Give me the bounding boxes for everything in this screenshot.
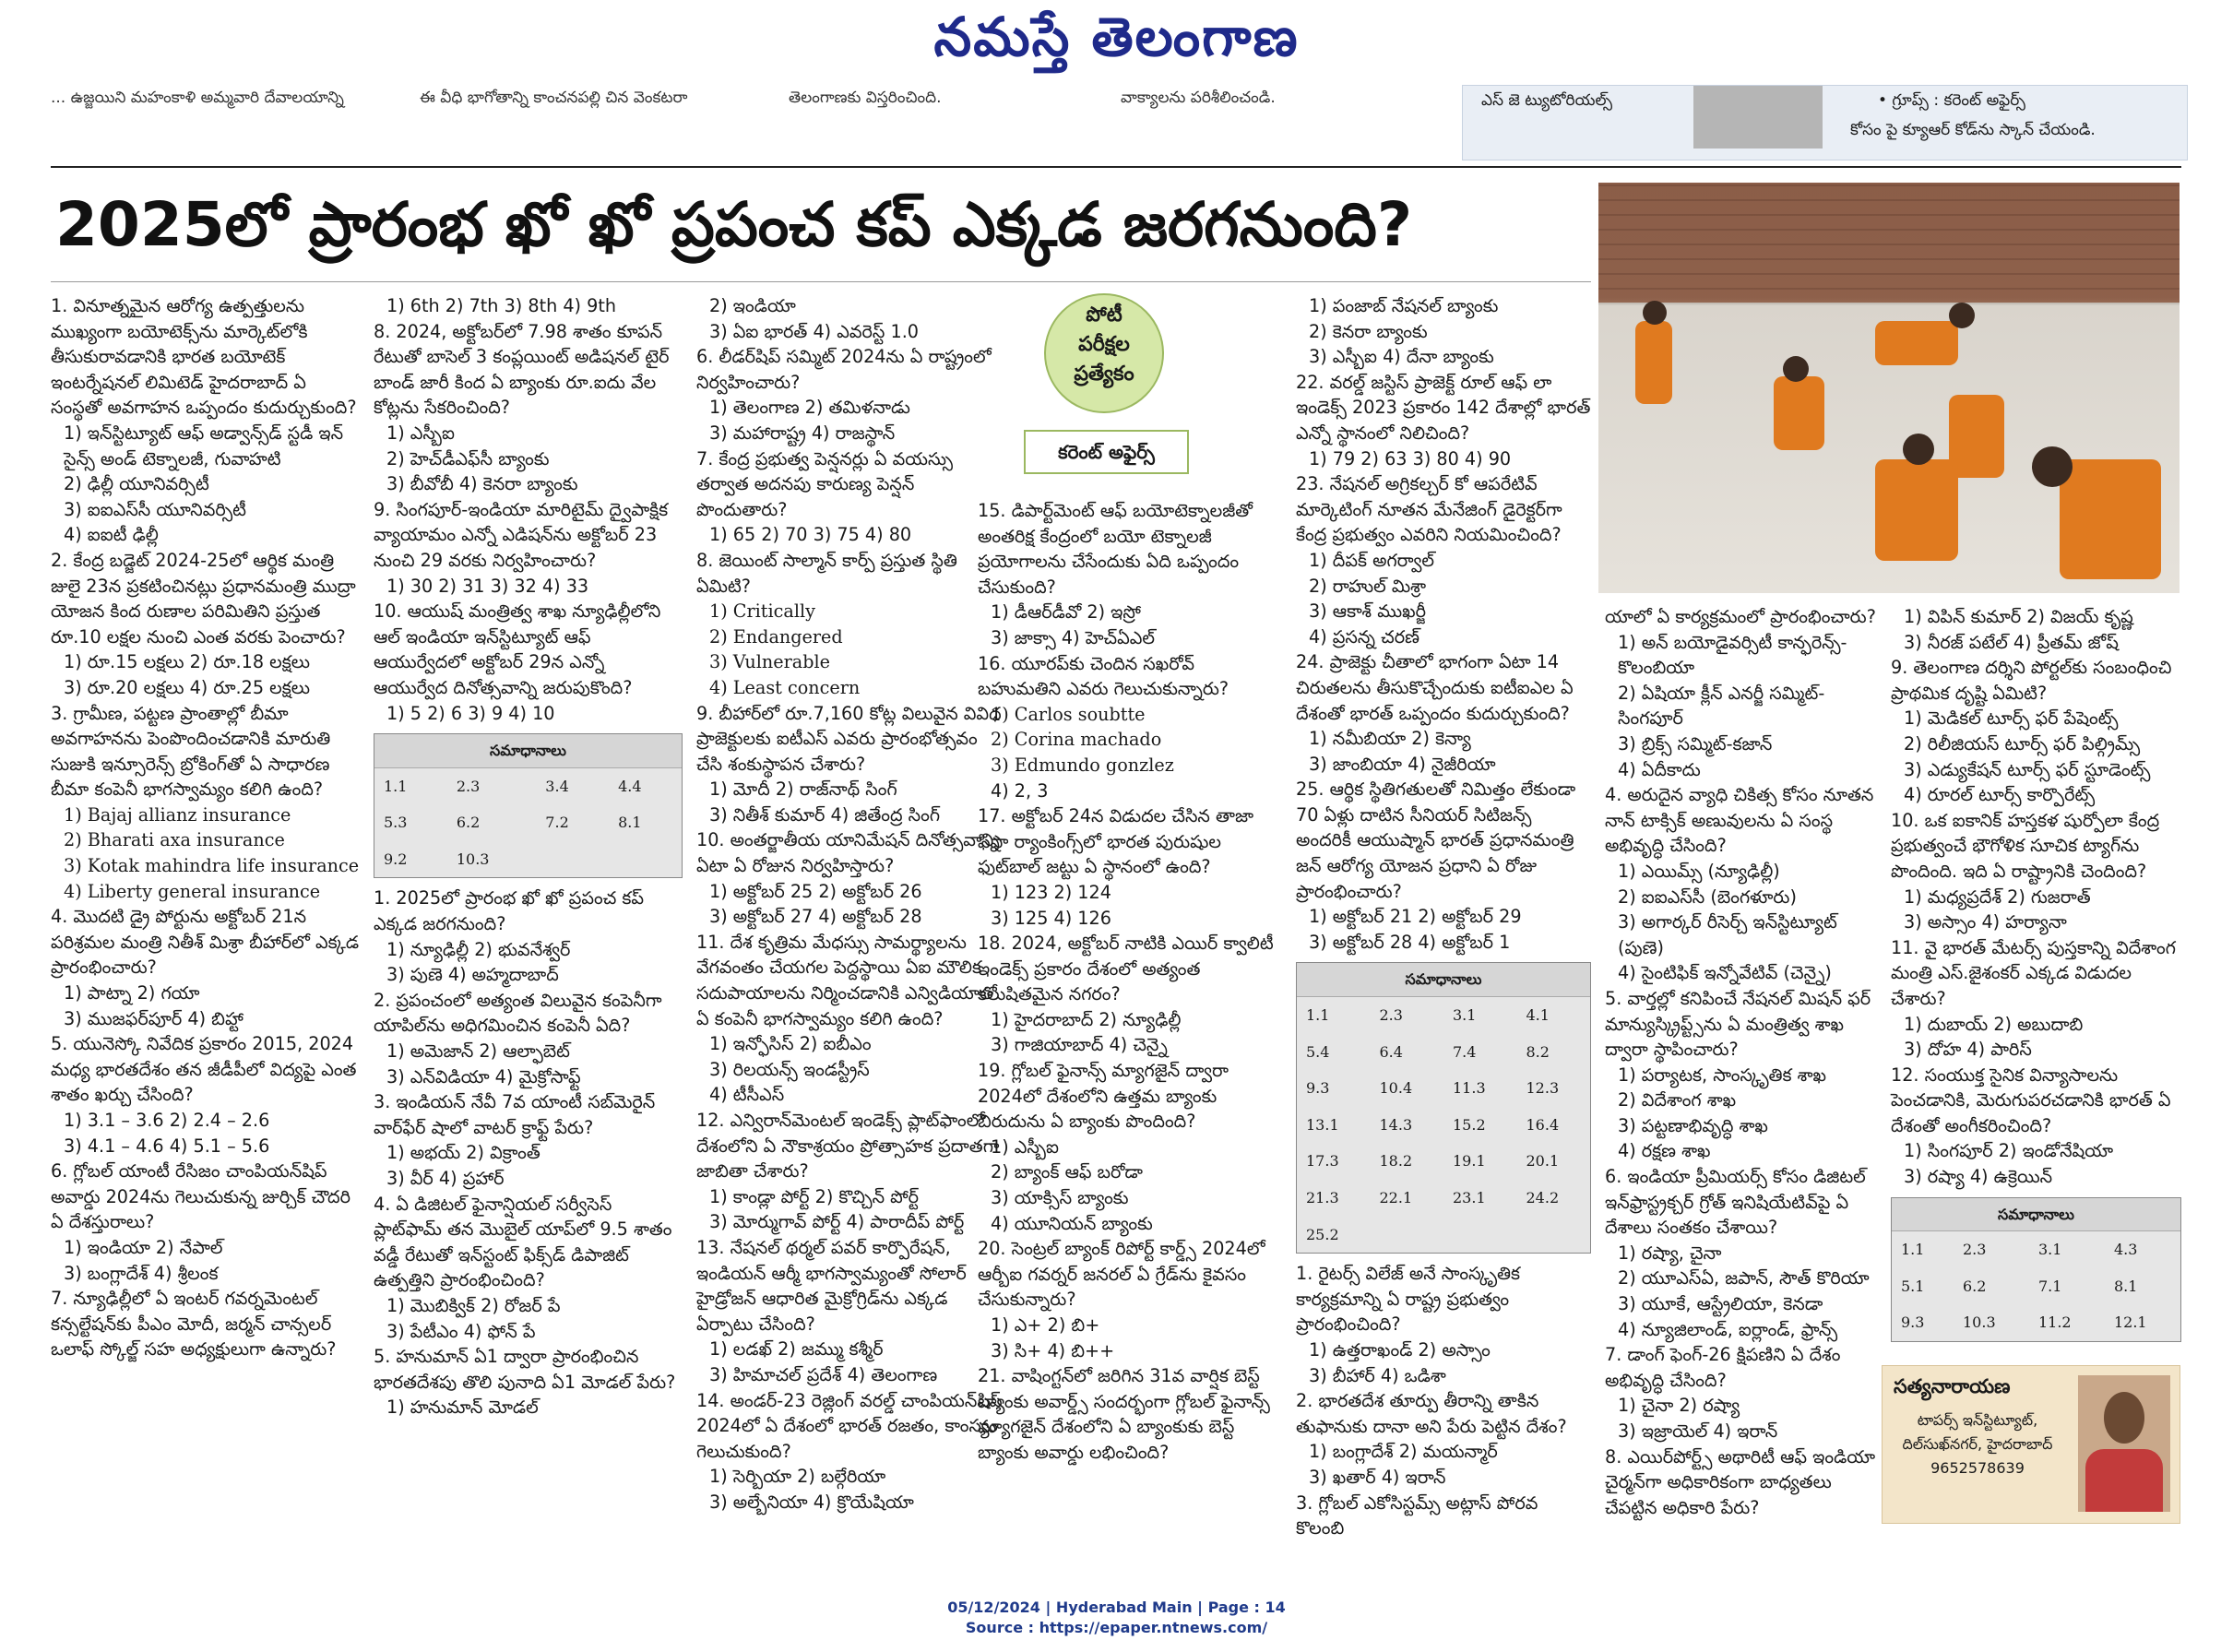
option: 1) అమెజాన్ 2) ఆల్ఫాబెట్ bbox=[386, 1040, 570, 1063]
option: 1) 123 2) 124 bbox=[991, 881, 1111, 903]
question: 16. యూరప్‌కు చెందిన సఖరోవ్ బహుమతిని ఎవరు గెలుచుకున్నారు? bbox=[978, 652, 1229, 700]
photo-player bbox=[1875, 321, 1958, 365]
question: 23. నేషనల్ అగ్రికల్చర్ కో ఆపరేటివ్ మార్కెటింగ్ నూతన మేనేజింగ్ డైరెక్టర్‌గా కేంద్ర ప్రభుత్వం ఎవరిని నియమించింది? bbox=[1296, 473, 1562, 546]
option: 1) సింగపూర్ 2) ఇండోనేషియా bbox=[1904, 1140, 2114, 1162]
previous-page-strip bbox=[51, 85, 2181, 159]
option: 2) విదేశాంగ శాఖ bbox=[1618, 1089, 1737, 1111]
prev-ad-box bbox=[1462, 85, 2188, 160]
option: 3) యూకే, ఆస్ట్రేలియా, కెనడా bbox=[1618, 1293, 1823, 1315]
question: 7. న్యూఢిల్లీలో ఏ ఇంటర్ గవర్నమెంటల్ కన్సల్టేషన్‌కు పీఎం మోదీ, జర్మన్ చాన్సలర్ ఒలాఫ్ స్కోల్జ్ సహ అధ్యక్షులుగా ఉన్నారు? bbox=[51, 1288, 337, 1361]
option: 3) ముజఫర్‌పూర్ 4) బిహ్టా bbox=[64, 1007, 243, 1029]
answer: 1.1 bbox=[384, 777, 408, 795]
option: 3) అక్టోబర్ 28 4) అక్టోబర్ 1 bbox=[1309, 931, 1511, 953]
question: 25. ఆర్థిక స్థితిగతులతో నిమిత్తం లేకుండా 70 ఏళ్లు దాటిన సీనియర్ సిటిజన్స్ అందరికీ ఆయుష్మాన్ భారత్ ప్రధానమంత్రి జన్ ఆరోగ్య యోజన ప్రధాని ఏ రోజు ప్రారంభించారు? bbox=[1296, 778, 1576, 902]
answer: 5.4 bbox=[1306, 1042, 1330, 1061]
photo-player bbox=[1875, 459, 1958, 561]
badge-line-3: ప్రత్యేకం bbox=[1074, 362, 1134, 386]
question: 3. గ్రామీణ, పట్టణ ప్రాంతాల్లో బీమా అవగాహనను పెంపొందించడానికి మారుతి సుజుకి ఇన్సూరెన్స్ బ్రోకింగ్‌తో ఏ సాధారణ బీమా కంపెనీ భాగస్వామ్యం కలిగి ఉంది? bbox=[51, 702, 331, 801]
option: 1) మోదీ 2) రాజ్‌నాథ్ సింగ్ bbox=[709, 778, 897, 801]
answer: 10.4 bbox=[1379, 1079, 1413, 1098]
question: 7. కేంద్ర ప్రభుత్వ పెన్షనర్లు ఏ వయస్సు తర్వాత అదనపు కారుణ్య పెన్షన్ పొందుతారు? bbox=[696, 447, 953, 520]
option: 1) లడఖ్ 2) జమ్ము కశ్మీర్ bbox=[709, 1338, 884, 1361]
answer: 1.1 bbox=[1306, 1006, 1330, 1025]
option: 1) మధ్యప్రదేశ్ 2) గుజరాత్ bbox=[1904, 885, 2091, 908]
question: 10. ఒక ఐకానిక్ హస్తకళ షుర్పోలా కేంద్ర ప్రభుత్వంచే భౌగోళిక సూచిక ట్యాగ్‌ను పొందింది. ఇది ఏ రాష్ట్రానికి చెందింది? bbox=[1891, 809, 2160, 882]
question: 4. ఏ డిజిటల్ ఫైనాన్షియల్ సర్వీసెస్ ప్లాట్‌ఫామ్ తన మొబైల్ యాప్‌లో 9.5 శాతం వడ్డీ రేటుతో ఇన్‌స్టంట్ ఫిక్స్‌డ్ డిపాజిట్ ఉత్పత్తిని ప్రారంభించింది? bbox=[374, 1193, 672, 1291]
option: 3) Vulnerable bbox=[709, 651, 831, 673]
newspaper-title: నమస్తే తెలంగాణ bbox=[933, 6, 1300, 68]
option: 2) ఏషియా క్లీన్ ఎనర్జీ సమ్మిట్-సింగపూర్ bbox=[1618, 682, 1825, 730]
photo-player bbox=[2060, 459, 2161, 579]
option: 1) Critically bbox=[709, 600, 815, 623]
option: 1) నమీబియా 2) కెన్యా bbox=[1309, 728, 1471, 750]
option: 3) Edmundo gonzlez bbox=[991, 754, 1174, 776]
answer: 7.2 bbox=[545, 814, 569, 832]
author-institute: టాపర్స్ ఇన్‌స్టిట్యూట్, bbox=[1917, 1411, 2038, 1429]
question: 8. 2024, అక్టోబర్‌లో 7.98 శాతం కూపన్ రేటుతో బాసెల్ 3 కంప్లయింట్ అడిషనల్ టైర్ బాండ్ జారీ కింద ఏ బ్యాంకు రూ.ఐదు వేల కోట్లను సేకరించింది? bbox=[374, 320, 670, 419]
answer: 12.1 bbox=[2113, 1313, 2147, 1332]
option: 3) జాక్సా 4) హెచ్‌ఏఎల్ bbox=[991, 626, 1155, 648]
question: 19. గ్లోబల్ ఫైనాన్స్ మ్యాగజైన్ ద్వారా 2024లో దేశంలోని ఉత్తమ బ్యాంకు బిరుదును ఏ బ్యాంకు పొందింది? bbox=[978, 1060, 1229, 1133]
column-6 bbox=[1605, 604, 1882, 1520]
option: 4) రూరల్ టూర్స్ కార్పొరేట్స్ bbox=[1904, 784, 2096, 806]
option: 4) ఐఐటీ ఢిల్లీ bbox=[64, 524, 159, 546]
option: 2) ఇండియా bbox=[709, 295, 796, 316]
option: 1) తెలంగాణ 2) తమిళనాడు bbox=[709, 397, 910, 419]
option: 1) ఎయిమ్స్ (న్యూఢిల్లీ) bbox=[1618, 860, 1780, 882]
option: 4) న్యూజిలాండ్, ఐర్లాండ్, ఫ్రాన్స్ bbox=[1618, 1318, 1838, 1340]
question: 21. వాషింగ్టన్‌లో జరిగిన 31వ వార్షిక బెస్ట్ బ్యాంకు అవార్డ్స్ సందర్భంగా గ్లోబల్ ఫైనాన్స్ మ్యాగజైన్ దేశంలోని ఏ బ్యాంకుకు బెస్ట్ బ్యాంకు అవార్డు లభించింది? bbox=[978, 1365, 1270, 1463]
option: 3) ఐఐఎస్‌సీ యూనివర్సిటీ bbox=[64, 498, 246, 520]
option: 3) జాంబియా 4) నైజీరియా bbox=[1309, 753, 1496, 775]
photo-head bbox=[2032, 446, 2073, 487]
question: 12. సంయుక్త సైనిక విన్యాసాలను పెంచడానికి, మెరుగుపరచడానికి భారత్ ఏ దేశంతో అంగీకరించింది? bbox=[1891, 1064, 2171, 1136]
question: 2. ప్రపంచంలో అత్యంత విలువైన కంపెనీగా యాపిల్‌ను అధిగమించిన కంపెనీ ఏది? bbox=[374, 989, 662, 1037]
question: 9. తెలంగాణ దర్శిని పోర్టల్‌కు సంబంధించి ప్రాథమిక దృష్టి ఏమిటి? bbox=[1891, 657, 2172, 704]
answer: 10.3 bbox=[456, 850, 490, 868]
option: 2) రిలీజియస్ టూర్స్ ఫర్ పిల్గ్రిమ్స్ bbox=[1904, 732, 2141, 755]
question: 10. ఆయుష్ మంత్రిత్వ శాఖ న్యూఢిల్లీలోని ఆల్ ఇండియా ఇన్‌స్టిట్యూట్ ఆఫ్ ఆయుర్వేదలో అక్టోబర్ 29న ఎన్నో ఆయుర్వేద దినోత్సవాన్ని జరుపుకొంది? bbox=[374, 600, 661, 698]
option: 3) నీరజ్ పటేల్ 4) ప్రీతమ్ జోష్ bbox=[1904, 631, 2119, 653]
answer: 23.1 bbox=[1453, 1189, 1486, 1206]
option: 1) అక్టోబర్ 25 2) అక్టోబర్ 26 bbox=[709, 880, 922, 902]
prev-bullet: • గ్రూప్స్ : కరెంట్ అఫైర్స్ bbox=[1878, 91, 2025, 110]
column-2 bbox=[374, 293, 683, 1420]
option: 1) ఇన్ఫోసిస్ 2) ఐబీఎం bbox=[709, 1033, 872, 1055]
headline-divider bbox=[51, 281, 1591, 282]
badge-circle bbox=[1044, 293, 1164, 413]
prev-text-3: తెలంగాణకు విస్తరించింది. bbox=[789, 89, 942, 107]
option: 3) నితీశ్ కుమార్ 4) జితేంద్ర సింగ్ bbox=[709, 803, 941, 826]
answers-table bbox=[374, 768, 682, 878]
option: 3) 4.1 – 4.6 4) 5.1 – 5.6 bbox=[64, 1135, 270, 1157]
answer: 14.3 bbox=[1379, 1115, 1413, 1134]
prev-tutorial: ఎస్ జె ట్యుటోరియల్స్ bbox=[1481, 91, 1613, 110]
answer: 3.1 bbox=[2037, 1241, 2062, 1259]
answer bbox=[536, 841, 609, 878]
question: 1. వినూత్నమైన ఆరోగ్య ఉత్పత్తులను ముఖ్యంగా బయోటెక్స్‌ను మార్కెట్‌లోకి తీసుకురావడానికి భారత బయోటెక్ ఇంటర్నేషనల్ లిమిటెడ్ హైదరాబాద్ ఏ సంస్థతో అవగాహన ఒప్పందం కుదుర్చుకుంది? bbox=[51, 295, 357, 419]
question: 4. మొదటి డ్రై పోర్టును అక్టోబర్ 21న పరిశ్రమల మంత్రి నితీశ్ మిశ్రా బీహార్‌లో ఎక్కడ ప్రారంభించారు? bbox=[51, 906, 360, 979]
answer: 9.3 bbox=[1306, 1079, 1330, 1098]
question: 7. డాంగ్ ఫెంగ్-26 క్షిపణిని ఏ దేశం అభివృద్ధి చేసింది? bbox=[1605, 1344, 1841, 1391]
option: 3) వీర్ 4) ప్రహార్ bbox=[386, 1168, 505, 1189]
option: 3) రిలయన్స్ ఇండస్ట్రీస్ bbox=[709, 1058, 870, 1080]
answer: 8.2 bbox=[1526, 1042, 1550, 1061]
answer: 4.3 bbox=[2113, 1241, 2138, 1259]
option: 3) 125 4) 126 bbox=[991, 907, 1111, 929]
column-1 bbox=[51, 293, 360, 1362]
answer: 10.3 bbox=[1963, 1313, 1996, 1332]
answers-heading: సమాధానాలు bbox=[374, 734, 682, 768]
answer: 17.3 bbox=[1306, 1152, 1339, 1171]
answer: 4.4 bbox=[618, 777, 642, 795]
footer-source-link[interactable]: Source : https://epaper.ntnews.com/ bbox=[965, 1619, 1268, 1636]
answer: 9.2 bbox=[384, 850, 408, 868]
question: 5. యునెస్కో నివేదిక ప్రకారం 2015, 2024 మధ్య భారతదేశం తన జీడీపీలో విద్యపై ఎంత శాతం ఖర్చు చేసింది? bbox=[51, 1033, 357, 1106]
question: 4. అరుదైన వ్యాధి చికిత్స కోసం నూతన నాన్ టాక్సిక్ అణువులను ఏ సంస్థ అభివృద్ధి చేసింది? bbox=[1605, 784, 1874, 857]
top-divider bbox=[51, 166, 2181, 168]
answer: 12.3 bbox=[1526, 1079, 1560, 1098]
option: 1) అక్టోబర్ 21 2) అక్టోబర్ 29 bbox=[1309, 906, 1522, 928]
option: 3) పుణె 4) అహ్మదాబాద్ bbox=[386, 964, 559, 986]
option: 3) బీహార్ 4) ఒడిశా bbox=[1309, 1364, 1446, 1386]
option: 1) పర్యాటక, సాంస్కృతిక శాఖ bbox=[1618, 1064, 1827, 1086]
option: 3) అగార్కర్ రీసెర్చ్ ఇన్‌స్టిట్యూట్ (పుణె) bbox=[1618, 911, 1837, 958]
footer bbox=[0, 1598, 2233, 1638]
question: 24. ప్రాజెక్టు చీతాలో భాగంగా ఏటా 14 చిరుతలను తీసుకొచ్చేందుకు ఐటీఐఎల ఏ దేశంతో భారత్ ఒప్పందం కుదుర్చుకుంది? bbox=[1296, 651, 1574, 724]
answer: 5.3 bbox=[384, 814, 408, 832]
option: 4) Least concern bbox=[709, 676, 861, 698]
author-photo bbox=[2078, 1375, 2170, 1512]
option: 2) Endangered bbox=[709, 625, 843, 648]
answer: 25.2 bbox=[1306, 1225, 1339, 1243]
column-4 bbox=[978, 498, 1282, 1466]
option: 1) పంజాబ్ నేషనల్ బ్యాంకు bbox=[1309, 295, 1499, 316]
prev-photo bbox=[1693, 86, 1823, 149]
answer: 13.1 bbox=[1306, 1115, 1339, 1134]
option: 3) అక్టోబర్ 27 4) అక్టోబర్ 28 bbox=[709, 906, 922, 928]
answer: 19.1 bbox=[1453, 1152, 1486, 1171]
option: 1) అభయ్ 2) విక్రాంత్ bbox=[386, 1142, 540, 1164]
answer: 7.1 bbox=[2037, 1277, 2062, 1295]
question: 2. కేంద్ర బడ్జెట్ 2024-25లో ఆర్థిక మంత్రి జులై 23న ప్రకటించినట్లు ప్రధానమంత్రి ముద్రా యోజన కింద రుణాల పరిమితిని ప్రస్తుత రూ.10 లక్షల నుంచి ఎంత వరకు పెంచారు? bbox=[51, 549, 356, 648]
answers-table bbox=[1892, 1231, 2180, 1341]
option: 3) పట్టణాభివృద్ధి శాఖ bbox=[1618, 1114, 1768, 1136]
option: 4) 2, 3 bbox=[991, 779, 1049, 802]
question: 11. దేశ కృత్రిమ మేధస్సు సామర్థ్యాలను వేగవంతం చేయగల పెద్దస్థాయి ఏఐ మౌలిక సదుపాయాలను నిర్మించడానికి ఎన్విడియాతో ఏ కంపెనీ భాగస్వామ్యం కలిగి ఉంది? bbox=[696, 931, 997, 1029]
option: 1) 79 2) 63 3) 80 4) 90 bbox=[1309, 447, 1512, 469]
photo-player bbox=[1635, 321, 1672, 404]
option: 3) ఎన్‌విడియా 4) మైక్రోసాఫ్ట్ bbox=[386, 1065, 581, 1087]
author-name: సత్యనారాయణ bbox=[1894, 1375, 2011, 1397]
prev-text-1: ... ఉజ్జయిని మహంకాళి అమ్మవారి దేవాలయాన్ని bbox=[51, 89, 344, 107]
answer: 11.2 bbox=[2037, 1313, 2072, 1332]
option: 1) రష్యా, చైనా bbox=[1618, 1242, 1722, 1264]
option: 3) పేటీఎం 4) ఫోన్ పే bbox=[386, 1320, 536, 1342]
column-7 bbox=[1891, 604, 2181, 1349]
option: 1) మెడికల్ టూర్స్ ఫర్ పేషెంట్స్ bbox=[1904, 707, 2119, 730]
author-info bbox=[1890, 1408, 2065, 1480]
option: 1) ఎ+ 2) బి+ bbox=[991, 1314, 1100, 1336]
option: 1) 3.1 – 3.6 2) 2.4 – 2.6 bbox=[64, 1110, 270, 1131]
option: 1) కాండ్లా పోర్ట్ 2) కొచ్చిన్ పోర్ట్ bbox=[709, 1185, 920, 1207]
question: 13. నేషనల్ థర్మల్ పవర్ కార్పొరేషన్, ఇండియన్ ఆర్మీ భాగస్వామ్యంతో సోలార్ హైడ్రోజన్ ఆధారిత మైక్రోగ్రిడ్‌ను ఎక్కడ ఏర్పాటు చేసింది? bbox=[696, 1236, 967, 1335]
option: 2) Bharati axa insurance bbox=[64, 829, 285, 851]
option: 3) హిమాచల్ ప్రదేశ్ 4) తెలంగాణ bbox=[709, 1363, 938, 1385]
question: 9. బీహార్‌లో రూ.7,160 కోట్ల విలువైన వివిధ ప్రాజెక్టులకు ఐటీఎస్ ఎవరు ప్రారంభోత్సవం చేసి శంకుస్థాపన చేశారు? bbox=[696, 702, 1002, 775]
option: 1) 6th 2) 7th 3) 8th 4) 9th bbox=[386, 295, 617, 316]
option: 3) అస్సాం 4) హర్యానా bbox=[1904, 911, 2067, 933]
option: 3) దోహ 4) పారిస్ bbox=[1904, 1039, 2032, 1061]
option: 3) Kotak mahindra life insurance bbox=[64, 855, 360, 877]
badge-line-2: పరీక్షల bbox=[1078, 333, 1130, 356]
option: 1) Carlos soubtte bbox=[991, 703, 1146, 725]
option: 2) బ్యాంక్ ఆఫ్ బరోడా bbox=[991, 1161, 1143, 1183]
option: 1) దీపక్ అగర్వాల్ bbox=[1309, 549, 1435, 571]
answer: 2.3 bbox=[1963, 1241, 1987, 1259]
option: 3) ఏఐ భారత్ 4) ఎవరెస్ట్ 1.0 bbox=[709, 320, 919, 342]
question: 12. ఎన్విరాన్‌మెంటల్ ఇండెక్స్ ప్లాట్‌ఫాంలో దేశంలోని ఏ నౌకాశ్రయం ప్రోత్సాహక ప్రదాతగా జాబితా చేశారు? bbox=[696, 1110, 1000, 1183]
answer: 7.4 bbox=[1453, 1042, 1477, 1061]
option: 3) ఎడ్యుకేషన్ టూర్స్ ఫర్ స్టూడెంట్స్ bbox=[1904, 758, 2151, 780]
answer: 11.3 bbox=[1453, 1079, 1486, 1098]
answer: 24.2 bbox=[1526, 1189, 1560, 1206]
option: 2) యూఎస్ఏ, జపాన్, సౌత్ కొరియా bbox=[1618, 1267, 1870, 1290]
kho-kho-photo bbox=[1598, 183, 2180, 593]
author-location: దిల్‌సుఖ్‌నగర్, హైదరాబాద్ bbox=[1902, 1435, 2053, 1453]
answers-heading: సమాధానాలు bbox=[1892, 1198, 2180, 1232]
answer bbox=[609, 841, 682, 878]
author-phone: 9652578639 bbox=[1930, 1459, 2025, 1477]
answer: 6.2 bbox=[1963, 1277, 1987, 1295]
option: 2) ఐఐఎస్‌సీ (బెంగళూరు) bbox=[1618, 885, 1797, 908]
author-face bbox=[2104, 1392, 2144, 1444]
question: 10. అంతర్జాతీయ యానిమేషన్ దినోత్సవాన్ని ఏటా ఏ రోజున నిర్వహిస్తారు? bbox=[696, 829, 1000, 877]
option: 2) రాహుల్ మిశ్రా bbox=[1309, 575, 1427, 597]
option: 2) Corina machado bbox=[991, 729, 1162, 751]
question: 8. ఎయిర్‌పోర్ట్స్ అథారిటీ ఆఫ్ ఇండియా చైర్మన్‌గా అధికారికంగా బాధ్యతలు చేపట్టిన అధికారి పేరు? bbox=[1605, 1445, 1876, 1518]
option: 1) 30 2) 31 3) 32 4) 33 bbox=[386, 575, 589, 597]
answer: 18.2 bbox=[1379, 1152, 1413, 1171]
question: 9. సింగపూర్-ఇండియా మారిటైమ్ ద్వైపాక్షిక వ్యాయామం ఎన్నో ఎడిషన్‌ను అక్టోబర్ 23 నుంచి 29 వరకు నిర్వహించారు? bbox=[374, 498, 669, 571]
question: 6. ఇండియా ప్రీమియర్స్ కోసం డిజిటల్ ఇన్‌ఫ్రాస్ట్రక్చర్ గ్రోత్ ఇనిషియేటివ్‌పై ఏ దేశాలు సంతకం చేశాయి? bbox=[1605, 1166, 1866, 1239]
question: 18. 2024, అక్టోబర్ నాటికి ఎయిర్ క్వాలిటీ ఇండెక్స్ ప్రకారం దేశంలో అత్యంత కలుషితమైన నగరం? bbox=[978, 933, 1274, 1005]
question: 22. వరల్డ్ జస్టిస్ ప్రాజెక్ట్ రూల్ ఆఫ్ లా ఇండెక్స్ 2023 ప్రకారం 142 దేశాల్లో భారత్ ఎన్నో స్థానంలో నిలిచింది? bbox=[1296, 371, 1591, 444]
option: 1) విపిన్ కుమార్ 2) విజయ్ కృష్ణ bbox=[1904, 606, 2133, 627]
option: 3) రూ.20 లక్షలు 4) రూ.25 లక్షలు bbox=[64, 676, 311, 698]
answer: 3.1 bbox=[1453, 1006, 1477, 1025]
option: 1) చైనా 2) రష్యా bbox=[1618, 1395, 1740, 1417]
question: 6. లీడర్‌షిప్ సమ్మిట్ 2024ను ఏ రాష్ట్రంలో నిర్వహించారు? bbox=[696, 346, 992, 393]
answer: 4.1 bbox=[1526, 1006, 1550, 1025]
option: 1) Bajaj allianz insurance bbox=[64, 803, 291, 826]
prev-text-4: వాక్యాలను పరిశీలించండి. bbox=[1121, 89, 1276, 107]
footer-date-line: 05/12/2024 | Hyderabad Main | Page : 14 bbox=[947, 1599, 1286, 1616]
option: 4) ప్రసన్న చరణ్ bbox=[1309, 625, 1419, 648]
prev-text-2: ఈ వీధి భాగోతాన్ని కాంచనపల్లి చిన వెంకటరా bbox=[420, 89, 688, 107]
option: 3) రష్యా 4) ఉక్రెయిన్ bbox=[1904, 1166, 2053, 1188]
badge-line-1: పోటీ bbox=[1086, 303, 1122, 327]
answers-box bbox=[1296, 962, 1591, 1254]
column-5 bbox=[1296, 293, 1591, 1541]
option: 1) మొబిక్విక్ 2) రోజర్ పే bbox=[386, 1294, 561, 1316]
option: 1) హనుమాన్ మోడల్ bbox=[386, 1396, 539, 1419]
column-3 bbox=[696, 293, 1005, 1515]
question: 17. అక్టోబర్ 24న విడుదల చేసిన తాజా ఫిఫా ర్యాంకింగ్స్‌లో భారత పురుషుల ఫుట్‌బాల్ జట్టు ఏ స్థానంలో ఉంది? bbox=[978, 805, 1254, 878]
option: 3) యాక్సిస్ బ్యాంకు bbox=[991, 1187, 1129, 1209]
option: 1) దుబాయ్ 2) అబుదాబి bbox=[1904, 1013, 2084, 1035]
question: 5. వార్తల్లో కనిపించే నేషనల్ మిషన్ ఫర్ మాన్యుస్క్రిప్ట్స్‌ను ఏ మంత్రిత్వ శాఖ ద్వారా స్థాపించారు? bbox=[1605, 987, 1871, 1061]
option: 3) సి+ 4) బి++ bbox=[991, 1339, 1115, 1361]
photo-head bbox=[1783, 356, 1809, 382]
option: 4) టీసీఎస్ bbox=[709, 1084, 785, 1106]
option: 1) ఇండియా 2) నేపాల్ bbox=[64, 1236, 223, 1258]
question: 15. డిపార్ట్‌మెంట్ ఆఫ్ బయోటెక్నాలజీతో అంతరిక్ష కేంద్రంలో బయో టెక్నాలజీ ప్రయోగాలను చేసేందుకు ఏది ఒప్పందం చేసుకుంది? bbox=[978, 500, 1253, 598]
answer: 6.4 bbox=[1379, 1042, 1403, 1061]
question: 20. సెంట్రల్ బ్యాంక్ రిపోర్ట్ కార్డ్స్ 2024లో ఆర్బీఐ గవర్నర్ జనరల్ ఏ గ్రేడ్‌ను కైవసం చేసుకున్నారు? bbox=[978, 1238, 1265, 1311]
author-box bbox=[1882, 1365, 2180, 1524]
answer: 3.4 bbox=[545, 777, 569, 795]
answer: 2.3 bbox=[456, 777, 481, 795]
option: 3) ఆకాశ్ ముఖర్జీ bbox=[1309, 600, 1427, 623]
question: 3. గ్లోబల్ ఎకోసిస్టమ్స్ అట్లాస్ పోరవ కొలంబి bbox=[1296, 1492, 1538, 1539]
option: 3) బీవోబీ 4) కెనరా బ్యాంకు bbox=[386, 473, 578, 495]
option: 1) బంగ్లాదేశ్ 2) మయన్మార్ bbox=[1309, 1441, 1498, 1463]
answer: 9.3 bbox=[1901, 1313, 1925, 1332]
answer: 20.1 bbox=[1526, 1152, 1560, 1171]
option: 3) మోర్ముగావ్ పోర్ట్ 4) పారాదీప్ పోర్ట్ bbox=[709, 1211, 965, 1233]
photo-head bbox=[1643, 301, 1667, 325]
option: 3) ఇజ్రాయెల్ 4) ఇరాన్ bbox=[1618, 1420, 1778, 1442]
option: 3) బ్రిక్స్ సమ్మిట్-కజాన్ bbox=[1618, 732, 1773, 755]
option: 1) అన్ బయోడైవర్సిటీ కాన్ఫరెన్స్-కొలంబియా bbox=[1618, 631, 1847, 679]
option: 4) రక్షణ శాఖ bbox=[1618, 1140, 1711, 1162]
question: 5. హనుమాన్ ఏ1 ద్వారా ప్రారంభించిన భారతదేశపు తొలి పునాది ఏ1 మోడల్ పేరు? bbox=[374, 1346, 676, 1393]
option: 2) ఢిల్లీ యూనివర్సిటీ bbox=[64, 473, 209, 495]
option: 1) సెర్బియా 2) బల్గేరియా bbox=[709, 1466, 886, 1488]
answers-box bbox=[374, 733, 683, 878]
question: 1. రైటర్స్ విలేజ్ అనే సాంస్కృతిక కార్యక్రమాన్ని ఏ రాష్ట్ర ప్రభుత్వం ప్రారంభించింది? bbox=[1296, 1263, 1521, 1336]
question: 14. అండర్-23 రెజ్లింగ్ వరల్డ్ చాంపియన్‌షిప్ 2024లో ఏ దేశంలో భారత్ రజతం, కాంస్యం గెలుచుకుంది? bbox=[696, 1389, 1003, 1462]
option: 2) హెచ్‌డీఎఫ్‌సీ బ్యాంకు bbox=[386, 447, 550, 469]
photo-head bbox=[1949, 303, 1975, 328]
option: 1) ఉత్తరాఖండ్ 2) అస్సాం bbox=[1309, 1338, 1491, 1361]
masthead bbox=[0, 0, 2233, 74]
headline: 2025లో ప్రారంభ ఖో ఖో ప్రపంచ కప్ ఎక్కడ జరగనుంది? bbox=[55, 189, 1413, 260]
option: 1) రూ.15 లక్షలు 2) రూ.18 లక్షలు bbox=[64, 651, 311, 673]
answer: 1.1 bbox=[1901, 1241, 1925, 1259]
option: 1) హైదరాబాద్ 2) న్యూఢిల్లీ bbox=[991, 1008, 1182, 1030]
photo-player bbox=[1774, 376, 1824, 450]
answer: 8.1 bbox=[618, 814, 642, 832]
prev-qr-text: కోసం పై క్యూఆర్ కోడ్‌ను స్కాన్ చేయండి. bbox=[1850, 121, 2096, 139]
answer: 22.1 bbox=[1379, 1189, 1413, 1206]
option: 1) ఎస్బీఐ bbox=[991, 1135, 1059, 1158]
answer: 21.3 bbox=[1306, 1189, 1339, 1206]
answers-box bbox=[1891, 1197, 2181, 1342]
competitive-exams-badge bbox=[1024, 293, 1185, 487]
option: 4) యూనియన్ బ్యాంకు bbox=[991, 1212, 1153, 1234]
option: 3) అల్బేనియా 4) క్రొయేషియా bbox=[709, 1491, 914, 1513]
answers-heading: సమాధానాలు bbox=[1297, 963, 1590, 997]
photo-head bbox=[1903, 434, 1934, 465]
option: 1) 5 2) 6 3) 9 4) 10 bbox=[386, 702, 555, 724]
answer: 15.2 bbox=[1453, 1115, 1486, 1134]
option: 2) కెనరా బ్యాంకు bbox=[1309, 320, 1428, 342]
option: 1) డీఆర్‌డీవో 2) ఇస్రో bbox=[991, 601, 1141, 624]
option: 3) మహారాష్ట్ర 4) రాజస్థాన్ bbox=[709, 422, 896, 444]
question: 2. భారతదేశ తూర్పు తీరాన్ని తాకిన తుఫానుకు దానా అని పేరు పెట్టిన దేశం? bbox=[1296, 1390, 1567, 1437]
answer: 8.1 bbox=[2113, 1277, 2138, 1295]
option: 3) ఎస్బీఐ 4) దేనా బ్యాంకు bbox=[1309, 346, 1494, 368]
photo-wall bbox=[1598, 183, 2180, 303]
answer: 5.1 bbox=[1901, 1277, 1925, 1295]
question: 1. 2025లో ప్రారంభ ఖో ఖో ప్రపంచ కప్ ఎక్కడ జరగనుంది? bbox=[374, 887, 645, 935]
option: 3) గాజియాబాద్ 4) చెన్నై bbox=[991, 1034, 1168, 1056]
option: 1) పాట్నా 2) గయా bbox=[64, 982, 200, 1004]
question: 11. వై భారత్ మేటర్స్ పుస్తకాన్ని విదేశాంగ మంత్రి ఎస్.జైశంకర్ ఎక్కడ విడుదల చేశారు? bbox=[1891, 936, 2176, 1009]
option: 4) Liberty general insurance bbox=[64, 880, 321, 902]
option: 3) బంగ్లాదేశ్ 4) శ్రీలంక bbox=[64, 1262, 219, 1284]
question: యాలో ఏ కార్యక్రమంలో ప్రారంభించారు? bbox=[1605, 606, 1876, 627]
option: 3) ఖతార్ 4) ఇరాన్ bbox=[1309, 1466, 1446, 1488]
badge-ribbon: కరెంట్ అఫైర్స్ bbox=[1024, 430, 1189, 474]
question: 6. గ్లోబల్ యాంటీ రేసిజం చాంపియన్‌షిప్ అవార్డు 2024ను గెలుచుకున్న జుర్చిక్ చౌదరి ఏ దేశస్తురాలు? bbox=[51, 1160, 350, 1233]
question: 3. ఇండియన్ నేవీ 7వ యాంటీ సబ్‌మెరైన్ వార్‌ఫేర్ షాలో వాటర్ క్రాఫ్ట్ పేరు? bbox=[374, 1091, 656, 1138]
author-shirt bbox=[2085, 1449, 2163, 1512]
option: 4) ఏదీకాదు bbox=[1618, 758, 1701, 780]
question: 8. జెయింట్ సాల్మాన్ కార్ప్ ప్రస్తుత స్థితి ఏమిటి? bbox=[696, 549, 957, 597]
option: 1) ఎస్బీఐ bbox=[386, 422, 455, 444]
option: 1) ఇన్‌స్టిట్యూట్ ఆఫ్ అడ్వాన్స్‌డ్ స్టడీ ఇన్ సైన్స్ అండ్ టెక్నాలజీ, గువాహటి bbox=[64, 422, 344, 469]
answer: 6.2 bbox=[456, 814, 481, 832]
option: 1) న్యూఢిల్లీ 2) భువనేశ్వర్ bbox=[386, 938, 571, 960]
answers-table bbox=[1297, 997, 1590, 1253]
answer: 2.3 bbox=[1379, 1006, 1403, 1025]
option: 1) 65 2) 70 3) 75 4) 80 bbox=[709, 524, 912, 546]
option: 4) సైంటిఫిక్ ఇన్నోవేటివ్ (చెన్నై) bbox=[1618, 962, 1832, 984]
answer: 16.4 bbox=[1526, 1115, 1560, 1134]
